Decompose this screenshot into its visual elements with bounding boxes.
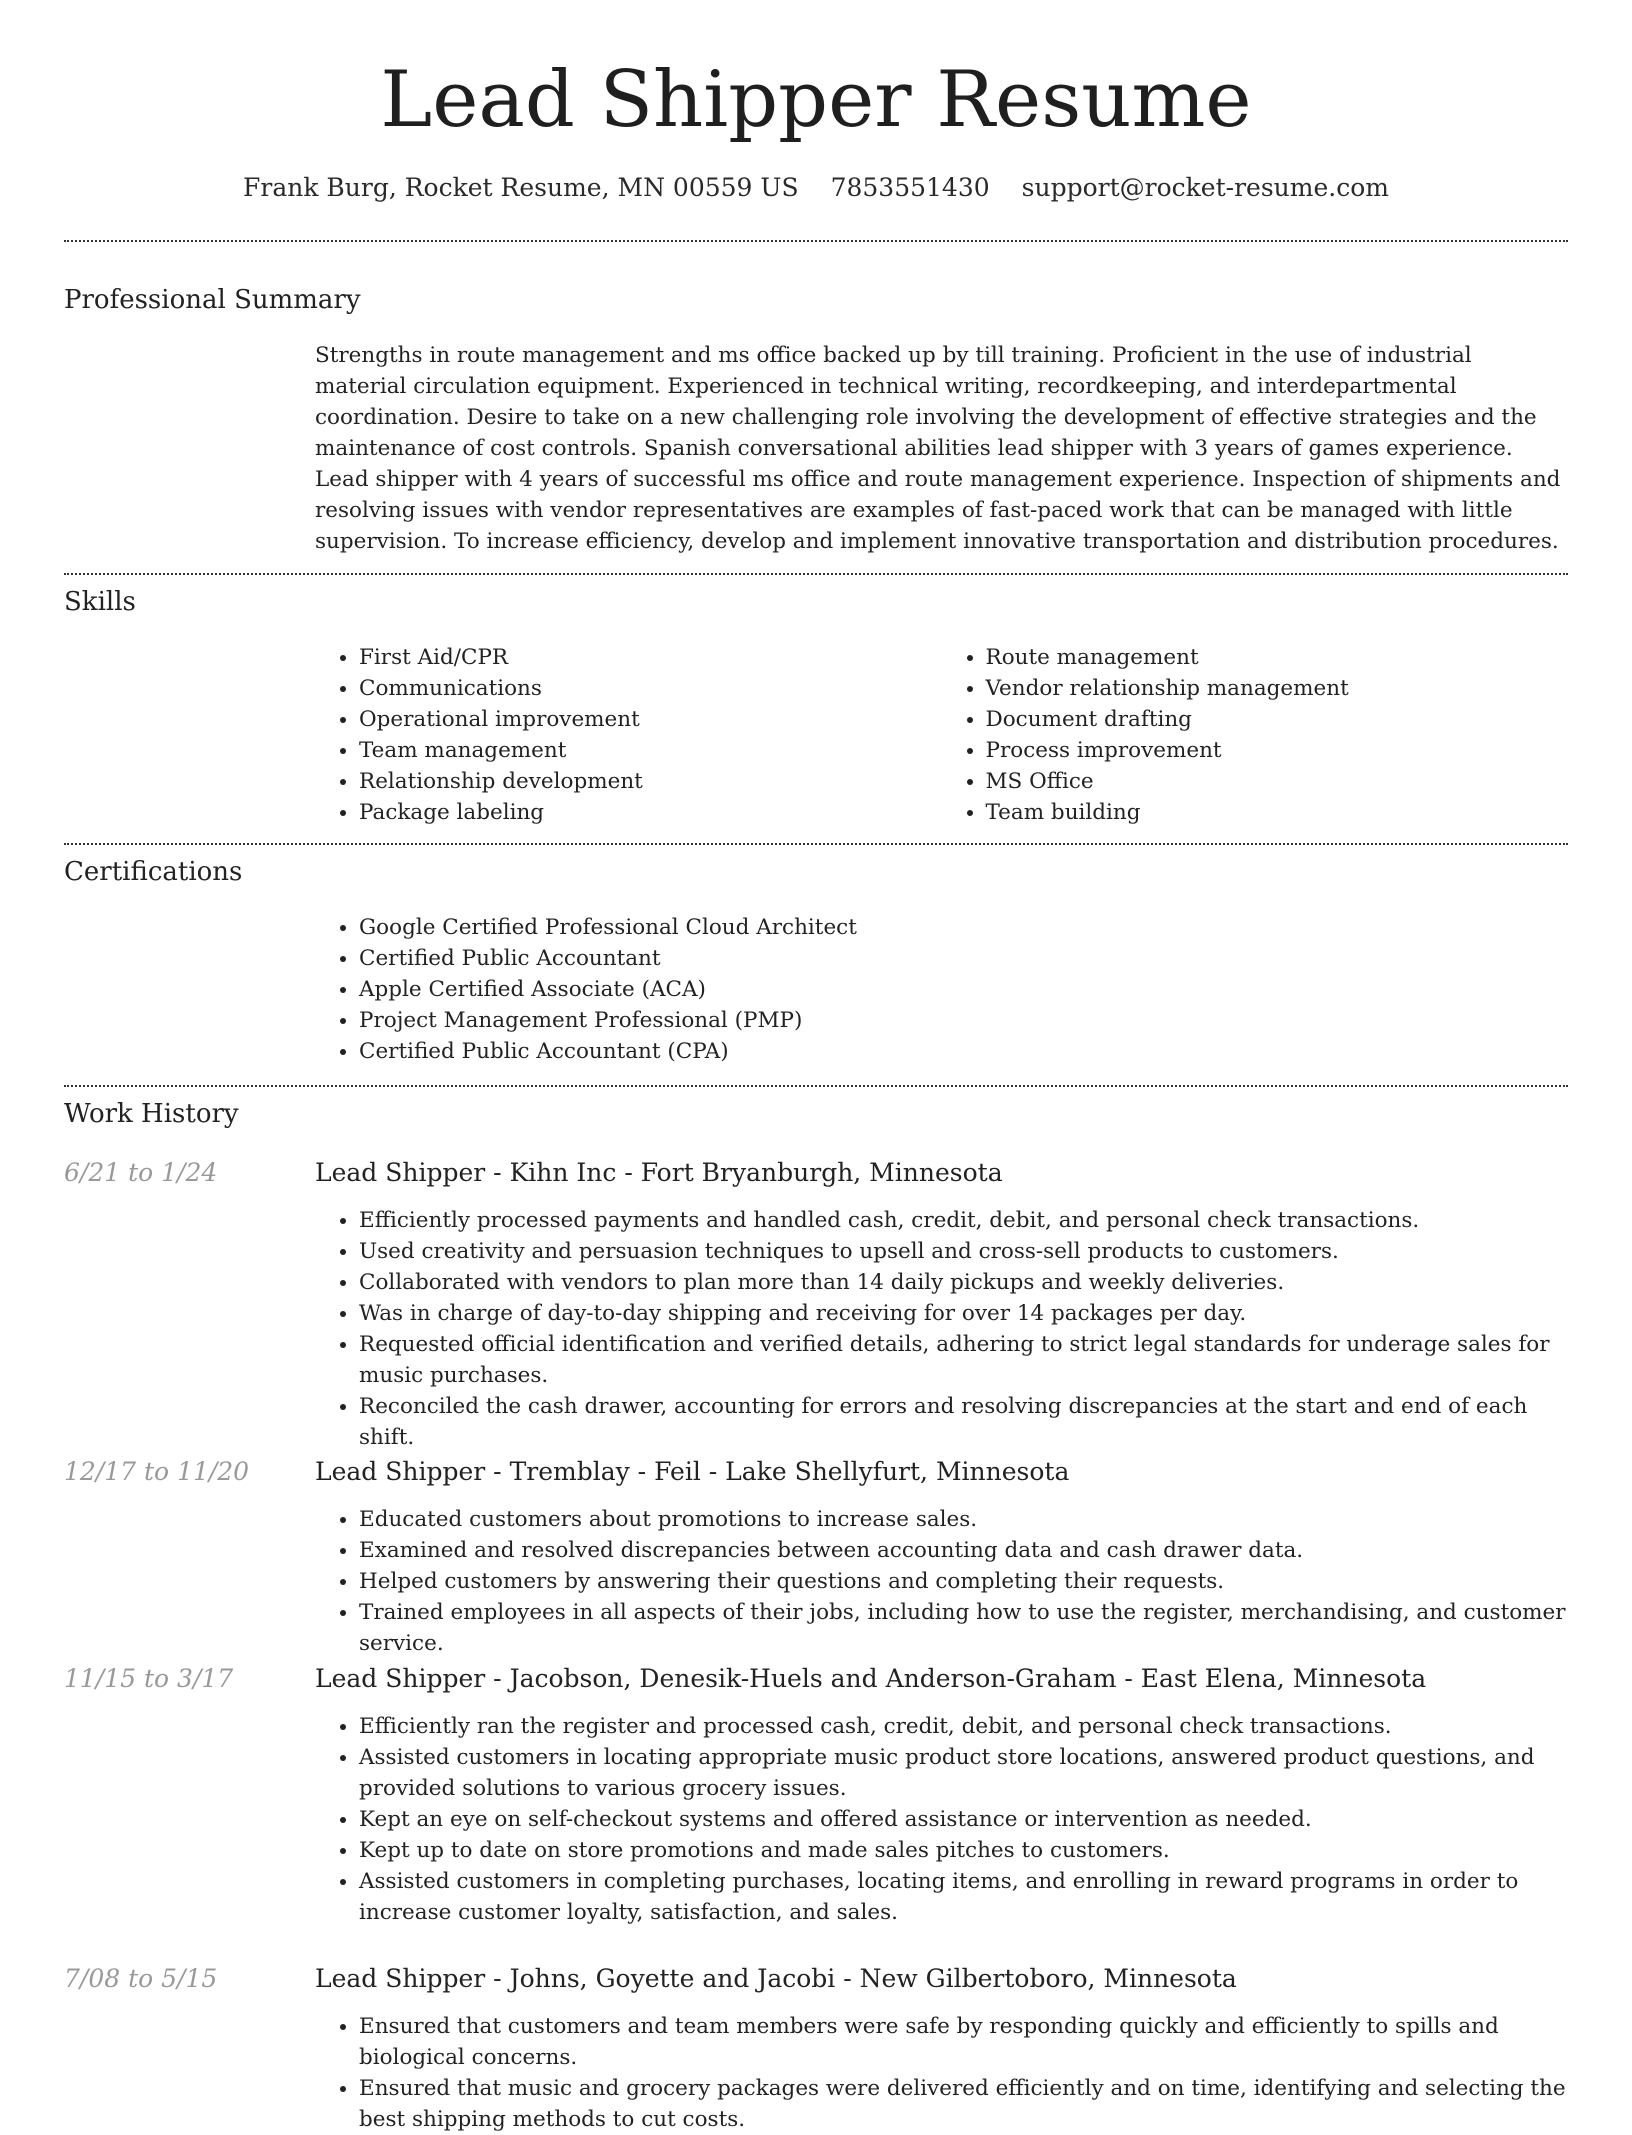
job-dates: 7/08 to 5/15 bbox=[64, 1964, 218, 1993]
job-bullet: • Helped customers by answering their questions and completing their requests. bbox=[359, 1566, 1568, 1597]
job-bullets bbox=[315, 1504, 1568, 1659]
job-bullet: • Assisted customers in locating appropriate music product store locations, answered product questions, and provided solutions to various grocery issues. bbox=[359, 1742, 1568, 1804]
contact-line bbox=[0, 168, 1632, 208]
job-bullet: • Kept up to date on store promotions and made sales pitches to customers. bbox=[359, 1835, 1568, 1866]
skill-item: • First Aid/CPR bbox=[359, 642, 942, 673]
job-title: Lead Shipper - Kihn Inc - Fort Bryanburgh, Minnesota bbox=[315, 1158, 1003, 1187]
job-title: Lead Shipper - Johns, Goyette and Jacobi - New Gilbertoboro, Minnesota bbox=[315, 1964, 1237, 1993]
skill-item: • Communications bbox=[359, 673, 942, 704]
summary-text: Strengths in route management and ms office backed up by till training. Proficient in the use of industrial material circulation equipment. Experienced in technical writing, recordkeeping, and interdepartmental coordination. Desire to take on a new challenging role involving the development of effective strategies and the maintenance of cost controls. Spanish conversational abilities lead shipper with 3 years of games experience. Lead shipper with 4 years of successful ms office and route management experience. Inspection of shipments and resolving issues with vendor representatives are examples of fast-paced work that can be managed with little supervision. To increase efficiency, develop and implement innovative transportation and distribution procedures. bbox=[315, 343, 1561, 554]
job-bullet: • Assisted customers in completing purchases, locating items, and enrolling in reward programs in order to increase customer loyalty, satisfaction, and sales. bbox=[359, 1866, 1568, 1928]
certifications-heading: Certifications bbox=[64, 857, 243, 887]
skills-list-right bbox=[942, 642, 1569, 828]
certifications-content bbox=[315, 912, 1568, 1067]
summary-divider bbox=[64, 573, 1568, 575]
job-bullet: • Collaborated with vendors to plan more than 14 daily pickups and weekly deliveries. bbox=[359, 1267, 1568, 1298]
job-title: Lead Shipper - Jacobson, Denesik-Huels and Anderson-Graham - East Elena, Minnesota bbox=[315, 1664, 1427, 1693]
certification-item: • Google Certified Professional Cloud Architect bbox=[359, 912, 1568, 943]
contact-phone: 7853551430 bbox=[830, 173, 990, 202]
skill-item: • Vendor relationship management bbox=[986, 673, 1569, 704]
skill-item: • Document drafting bbox=[986, 704, 1569, 735]
skill-item: • Route management bbox=[986, 642, 1569, 673]
contact-address: Frank Burg, Rocket Resume, MN 00559 US bbox=[243, 173, 799, 202]
certifications-divider bbox=[64, 1085, 1568, 1087]
job-bullet: • Efficiently processed payments and handled cash, credit, debit, and personal check transactions. bbox=[359, 1205, 1568, 1236]
skill-item: • Operational improvement bbox=[359, 704, 942, 735]
skill-item: • Team building bbox=[986, 797, 1569, 828]
job-bullet: • Kept an eye on self-checkout systems and offered assistance or intervention as needed. bbox=[359, 1804, 1568, 1835]
job-bullets bbox=[315, 2011, 1568, 2135]
skills-divider bbox=[64, 843, 1568, 845]
skills-columns bbox=[315, 642, 1568, 828]
job-title: Lead Shipper - Tremblay - Feil - Lake Shellyfurt, Minnesota bbox=[315, 1457, 1070, 1486]
job-bullet: • Was in charge of day-to-day shipping and receiving for over 14 packages per day. bbox=[359, 1298, 1568, 1329]
skill-item: • Team management bbox=[359, 735, 942, 766]
work-history-heading: Work History bbox=[64, 1099, 239, 1129]
job-bullet: • Used creativity and persuasion techniques to upsell and cross-sell products to customers. bbox=[359, 1236, 1568, 1267]
job-bullet: • Ensured that customers and team members were safe by responding quickly and efficiently to spills and biological concerns. bbox=[359, 2011, 1568, 2073]
skill-item: • Process improvement bbox=[986, 735, 1569, 766]
job-dates: 11/15 to 3/17 bbox=[64, 1664, 234, 1693]
skills-list-left bbox=[315, 642, 942, 828]
job-bullet: • Requested official identification and verified details, adhering to strict legal standards for underage sales for music purchases. bbox=[359, 1329, 1568, 1391]
job-dates: 6/21 to 1/24 bbox=[64, 1158, 218, 1187]
certification-item: • Project Management Professional (PMP) bbox=[359, 1005, 1568, 1036]
job-bullet: • Educated customers about promotions to increase sales. bbox=[359, 1504, 1568, 1535]
job-dates: 12/17 to 11/20 bbox=[64, 1457, 250, 1486]
skill-item: • MS Office bbox=[986, 766, 1569, 797]
certification-item: • Certified Public Accountant bbox=[359, 943, 1568, 974]
job-bullet: • Efficiently ran the register and processed cash, credit, debit, and personal check transactions. bbox=[359, 1711, 1568, 1742]
job-bullet: • Examined and resolved discrepancies between accounting data and cash drawer data. bbox=[359, 1535, 1568, 1566]
contact-email: support@rocket-resume.com bbox=[1021, 173, 1389, 202]
job-bullets bbox=[315, 1711, 1568, 1928]
header-divider bbox=[64, 240, 1568, 242]
job-bullet: • Ensured that music and grocery packages were delivered efficiently and on time, identifying and selecting the best shipping methods to cut costs. bbox=[359, 2073, 1568, 2135]
work-history-section bbox=[64, 1096, 1568, 1136]
page-title: Lead Shipper Resume bbox=[380, 55, 1252, 145]
job-bullet: • Trained employees in all aspects of their jobs, including how to use the register, merchandising, and customer service. bbox=[359, 1597, 1568, 1659]
certification-item: • Apple Certified Associate (ACA) bbox=[359, 974, 1568, 1005]
skill-item: • Relationship development bbox=[359, 766, 942, 797]
skills-heading: Skills bbox=[64, 587, 136, 617]
certifications-list bbox=[315, 912, 1568, 1067]
job-bullets bbox=[315, 1205, 1568, 1453]
certification-item: • Certified Public Accountant (CPA) bbox=[359, 1036, 1568, 1067]
summary-content bbox=[315, 340, 1568, 557]
skill-item: • Package labeling bbox=[359, 797, 942, 828]
summary-heading: Professional Summary bbox=[64, 285, 361, 315]
job-bullet: • Reconciled the cash drawer, accounting for errors and resolving discrepancies at the start and end of each shift. bbox=[359, 1391, 1568, 1453]
